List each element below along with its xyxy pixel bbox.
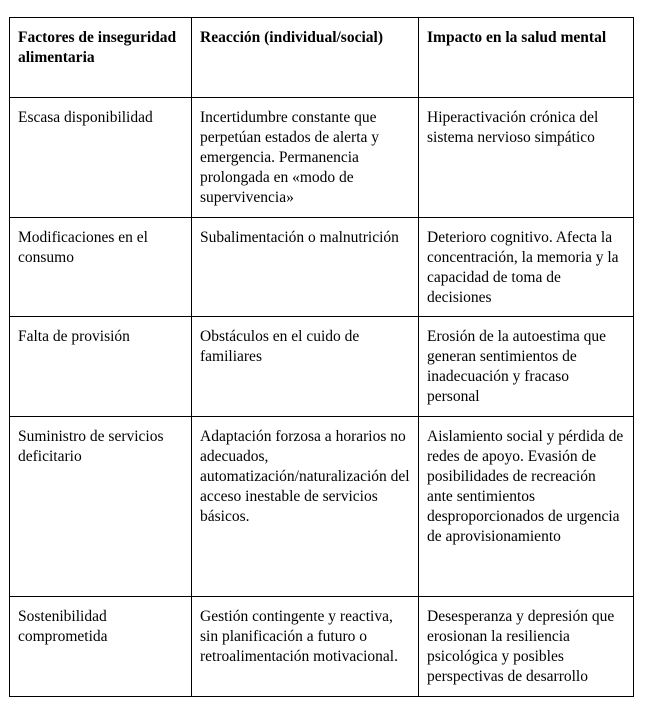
- cell-reaccion: Incertidumbre constante que perpetúan estados de alerta y emergencia. Permanencia prolongada en «modo de supervivencia»: [192, 98, 419, 218]
- cell-impacto: Deterioro cognitivo. Afecta la concentración, la memoria y la capacidad de toma de decisiones: [419, 218, 634, 317]
- cell-impacto: Erosión de la autoestima que generan sentimientos de inadecuación y fracaso personal: [419, 317, 634, 417]
- header-factores: Factores de inseguridad alimentaria: [10, 18, 192, 98]
- cell-factor: Sostenibilidad comprometida: [10, 597, 192, 697]
- cell-factor: Suministro de servicios deficitario: [10, 417, 192, 597]
- cell-factor: Escasa disponibilidad: [10, 98, 192, 218]
- table-row: [10, 317, 634, 417]
- cell-impacto: Aislamiento social y pérdida de redes de apoyo. Evasión de posibilidades de recreación ante sentimientos desproporcionados de urgencia de aprovisionamiento: [419, 417, 634, 597]
- header-reaccion: Reacción (individual/social): [192, 18, 419, 98]
- cell-reaccion: Subalimentación o malnutrición: [192, 218, 419, 317]
- table-row: [10, 98, 634, 218]
- header-impacto: Impacto en la salud mental: [419, 18, 634, 98]
- cell-reaccion: Adaptación forzosa a horarios no adecuados, automatización/naturalización del acceso inestable de servicios básicos.: [192, 417, 419, 597]
- cell-reaccion: Gestión contingente y reactiva, sin planificación a futuro o retroalimentación motivacional.: [192, 597, 419, 697]
- table-row: [10, 417, 634, 597]
- cell-factor: Modificaciones en el consumo: [10, 218, 192, 317]
- food-insecurity-table: [9, 17, 634, 697]
- cell-factor: Falta de provisión: [10, 317, 192, 417]
- table-row: [10, 597, 634, 697]
- cell-impacto: Desesperanza y depresión que erosionan la resiliencia psicológica y posibles perspectivas de desarrollo: [419, 597, 634, 697]
- table-header-row: [10, 18, 634, 98]
- cell-impacto: Hiperactivación crónica del sistema nervioso simpático: [419, 98, 634, 218]
- cell-reaccion: Obstáculos en el cuido de familiares: [192, 317, 419, 417]
- table-row: [10, 218, 634, 317]
